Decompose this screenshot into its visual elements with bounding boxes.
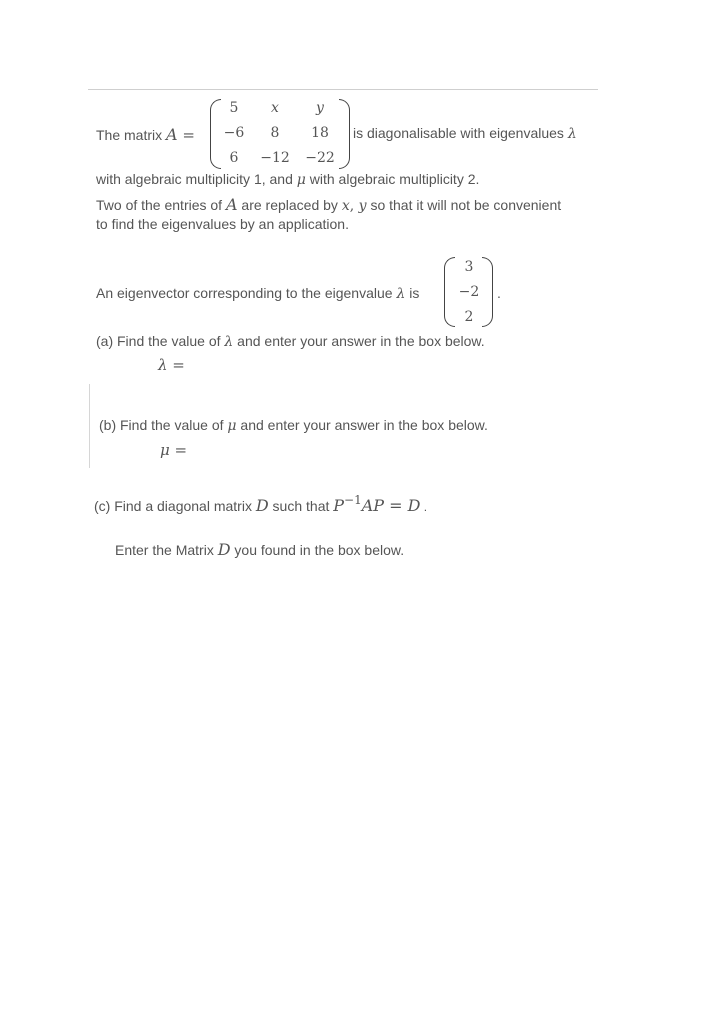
- vector-entry: 2: [464, 309, 474, 325]
- lambda-symbol: λ: [224, 334, 234, 350]
- d-symbol: D: [255, 496, 269, 515]
- top-divider: [88, 89, 598, 90]
- comma: ,: [349, 198, 359, 214]
- intro-line-3c: so that it will not be convenient: [366, 197, 562, 213]
- part-c-text-a: (c) Find a diagonal matrix: [94, 498, 256, 514]
- p-symbol: P: [333, 496, 345, 515]
- intro-suffix-line: [353, 125, 577, 142]
- intro-line-2: [96, 171, 479, 188]
- right-paren: [339, 99, 350, 169]
- inverse-exponent: −1: [344, 493, 362, 507]
- ap-symbols: AP: [361, 496, 385, 515]
- vector-entry: −2: [458, 284, 480, 300]
- eigenvector-is: is: [405, 285, 420, 301]
- d-symbol: D: [407, 496, 421, 515]
- x-symbol: x: [341, 198, 350, 214]
- intro-prefix-line: [96, 125, 195, 144]
- matrix-cell: −22: [305, 150, 335, 166]
- mu-answer-label: μ =: [160, 441, 188, 459]
- matrix-cell: y: [316, 100, 324, 116]
- intro-line-3b: are replaced by: [237, 197, 342, 213]
- part-c-question: [94, 493, 428, 515]
- section-border: [89, 384, 90, 468]
- matrix-cell: 5: [229, 100, 239, 116]
- intro-line-2a: with algebraic multiplicity 1, and: [96, 171, 297, 187]
- matrix-cell: 18: [311, 125, 329, 141]
- d-symbol: D: [217, 540, 231, 559]
- lambda-symbol: λ: [567, 126, 577, 142]
- mu-symbol: μ: [296, 172, 306, 188]
- part-a-question: [96, 333, 485, 350]
- intro-line-3: [96, 195, 561, 214]
- part-b-text-b: and enter your answer in the box below.: [236, 417, 488, 433]
- eigenvector-line: [96, 285, 419, 302]
- vector-entry: 3: [464, 259, 474, 275]
- intro-prefix: The matrix: [96, 127, 167, 143]
- eigenvector-prefix: An eigenvector corresponding to the eigenvalue: [96, 285, 397, 301]
- eigenvector-period: .: [497, 285, 501, 301]
- intro-line-4: to find the eigenvalues by an application.: [96, 216, 349, 232]
- matrix-cell: −6: [223, 125, 245, 141]
- matrix-cell: 8: [270, 125, 280, 141]
- enter-matrix-instruction: [115, 540, 404, 559]
- enter-text-a: Enter the Matrix: [115, 542, 218, 558]
- matrix-cell: 6: [229, 150, 239, 166]
- lambda-answer-label: λ =: [158, 356, 185, 374]
- intro-line-2b: with algebraic multiplicity 2.: [305, 171, 480, 187]
- matrix-symbol: A: [166, 125, 178, 144]
- lambda-symbol: λ: [396, 286, 406, 302]
- matrix-symbol-inline: A: [225, 195, 238, 214]
- part-a-text-a: (a) Find the value of: [96, 333, 225, 349]
- part-c-period: .: [420, 500, 428, 514]
- intro-suffix: is diagonalisable with eigenvalues: [353, 125, 568, 141]
- equals-sign: =: [182, 126, 195, 144]
- intro-line-3a: Two of the entries of: [96, 197, 226, 213]
- part-b-question: [99, 417, 488, 434]
- part-c-text-b: such that: [268, 498, 334, 514]
- part-a-text-b: and enter your answer in the box below.: [233, 333, 485, 349]
- enter-text-b: you found in the box below.: [230, 542, 405, 558]
- matrix-cell: x: [271, 100, 279, 116]
- mu-symbol: μ: [227, 418, 237, 434]
- y-symbol: y: [358, 198, 367, 214]
- equals-sign: =: [384, 496, 408, 515]
- part-b-text-a: (b) Find the value of: [99, 417, 228, 433]
- matrix-cell: −12: [260, 150, 290, 166]
